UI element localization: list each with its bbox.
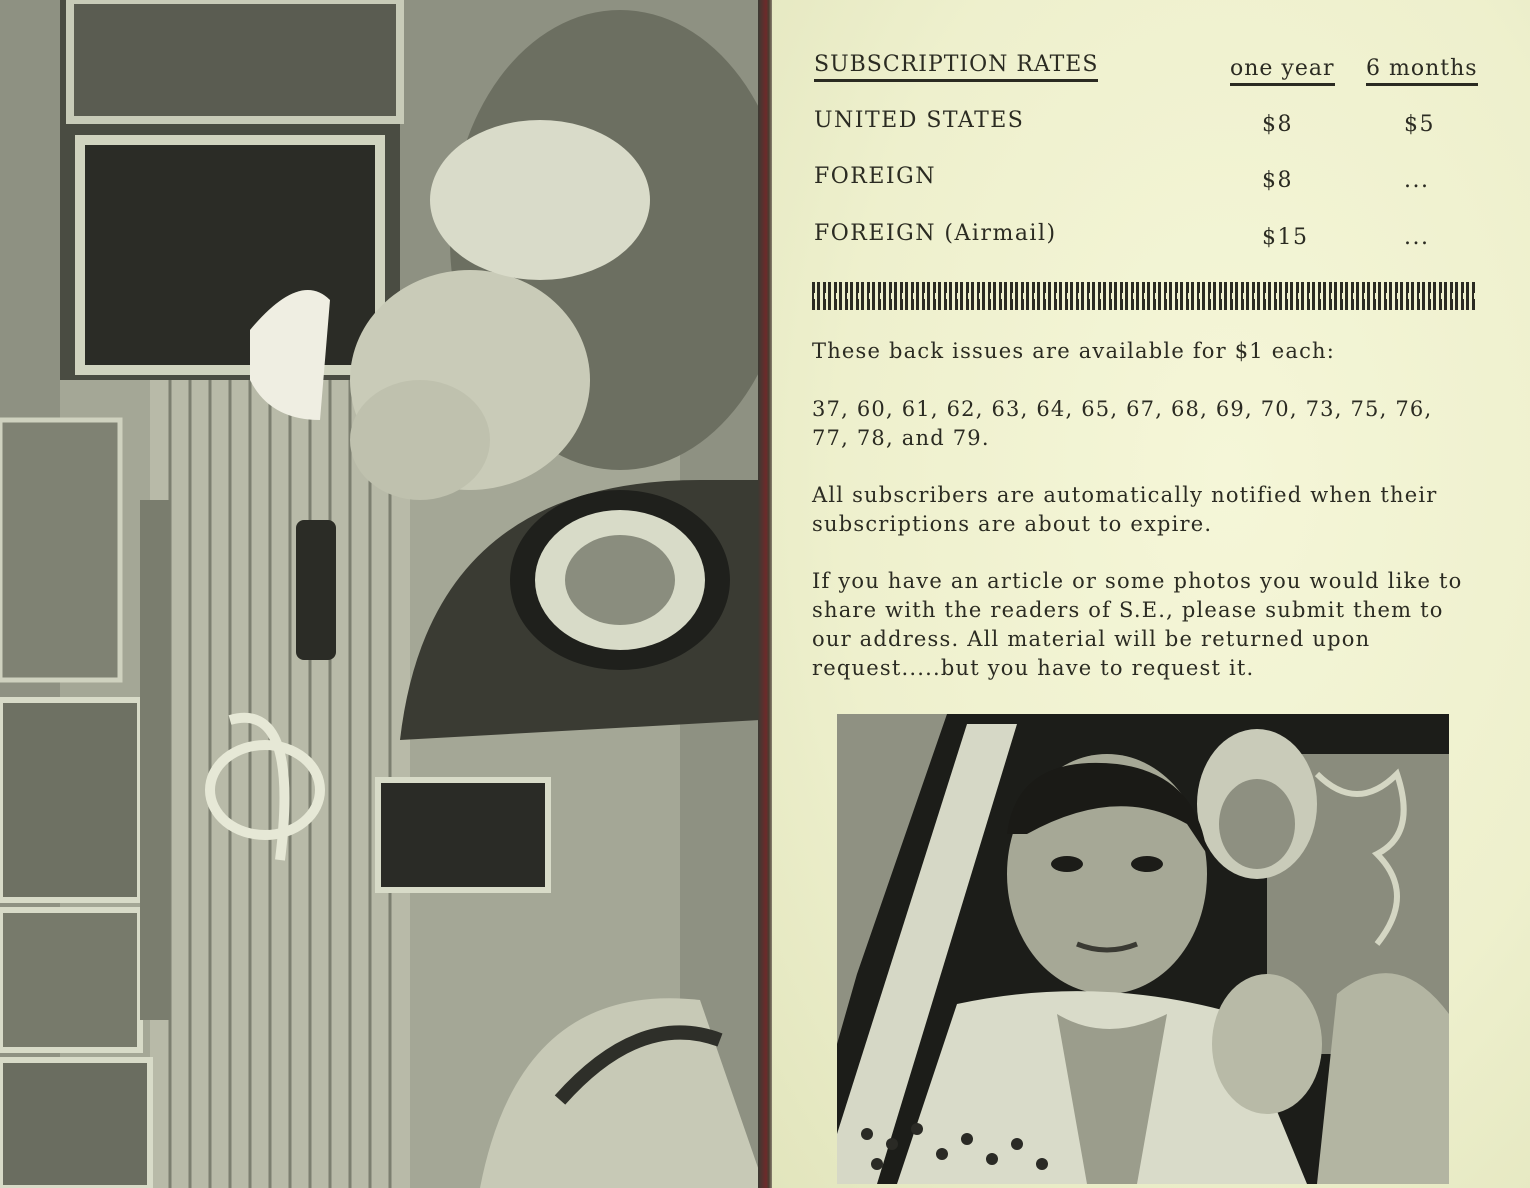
car-window-photo	[837, 714, 1449, 1184]
rate-six-months: ...	[1404, 168, 1430, 193]
decorative-divider	[812, 282, 1476, 310]
back-issues-intro: These back issues are available for $1 each:	[812, 339, 1336, 363]
subscription-title: SUBSCRIPTION RATES	[814, 52, 1098, 82]
rate-six-months: $5	[1404, 112, 1435, 137]
column-one-year: one year	[1230, 56, 1335, 86]
column-six-months: 6 months	[1366, 56, 1478, 86]
rate-one-year: $15	[1262, 225, 1309, 250]
submission-notice: If you have an article or some photos you would like to share with the readers of S.E., please submit them to our address. All material will be returned upon request.....but you have to request it.	[812, 569, 1463, 680]
rate-region: UNITED STATES	[814, 108, 1025, 133]
subscription-header	[812, 50, 1478, 90]
rate-one-year: $8	[1262, 112, 1293, 137]
rate-six-months: ...	[1404, 225, 1430, 250]
right-page	[772, 0, 1530, 1188]
rate-row	[814, 164, 1474, 198]
rate-one-year: $8	[1262, 168, 1293, 193]
rate-region: FOREIGN (Airmail)	[814, 221, 1057, 246]
rate-region: FOREIGN	[814, 164, 936, 189]
rate-row	[814, 108, 1474, 142]
portrait-photo	[837, 714, 1449, 1184]
expiry-notice: All subscribers are automatically notified when their subscriptions are about to expire.	[812, 483, 1438, 536]
rate-row	[814, 221, 1474, 255]
back-issues-list: 37, 60, 61, 62, 63, 64, 65, 67, 68, 69, 70, 73, 75, 76, 77, 78, and 79.	[812, 397, 1433, 450]
